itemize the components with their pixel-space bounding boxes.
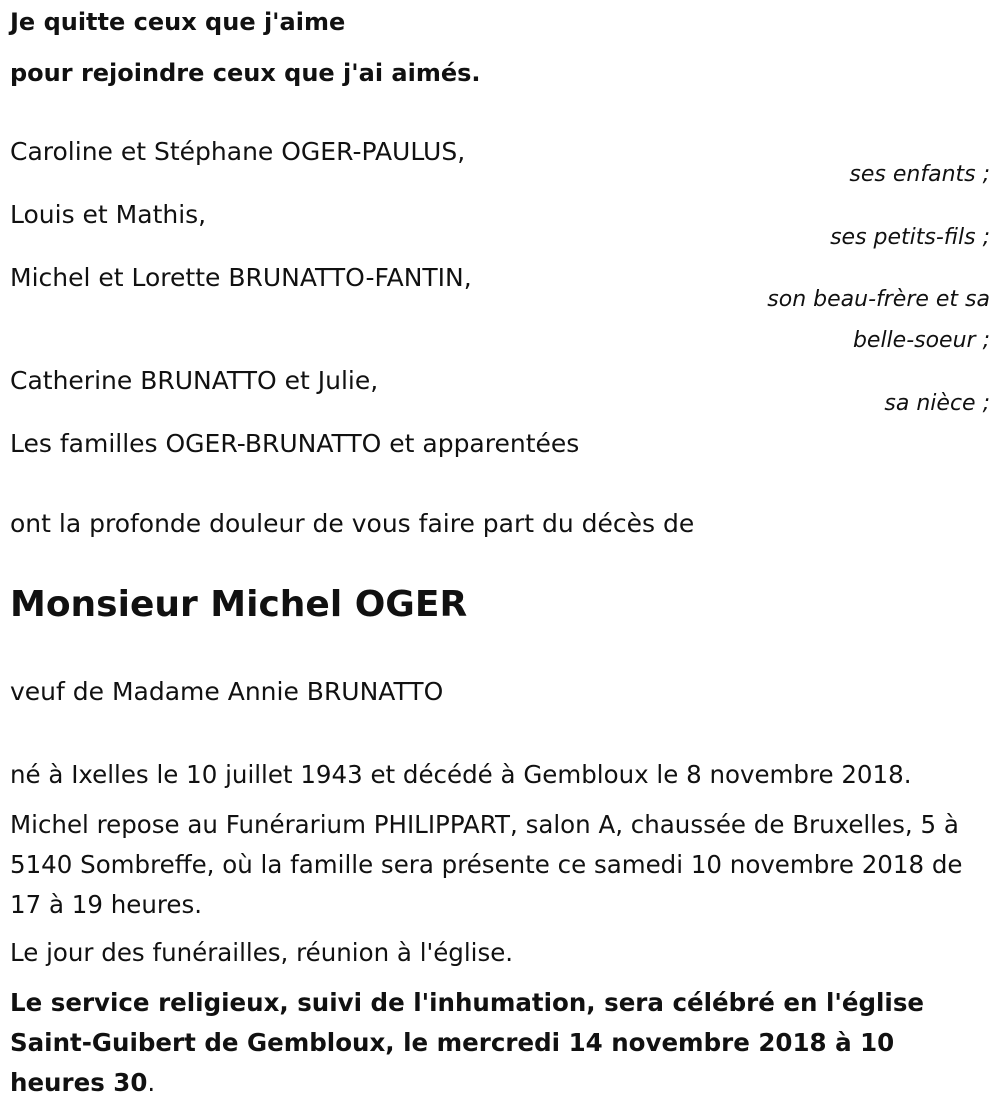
epigraph-line-2: pour rejoindre ceux que j'ai aimés.: [10, 59, 481, 87]
deceased-name: Monsieur Michel OGER: [10, 584, 468, 625]
family-relation-grandsons: ses petits-fils ;: [830, 225, 990, 250]
families-line: Les familles OGER-BRUNATTO et apparentées: [10, 429, 580, 458]
service-details: [10, 983, 995, 1103]
service-period: .: [147, 1068, 156, 1097]
family-names-niece: Catherine BRUNATTO et Julie,: [10, 366, 379, 395]
family-relation-children: ses enfants ;: [849, 162, 990, 187]
announcement: ont la profonde douleur de vous faire part du décès de: [10, 509, 695, 538]
epigraph-line-1: Je quitte ceux que j'aime: [10, 8, 346, 36]
family-relation-in-laws-line-2: belle-soeur ;: [852, 328, 990, 353]
family-names-in-laws: Michel et Lorette BRUNATTO-FANTIN,: [10, 263, 472, 292]
family-relation-niece: sa nièce ;: [884, 391, 990, 416]
family-names-grandsons: Louis et Mathis,: [10, 200, 207, 229]
birth-death-dates: né à Ixelles le 10 juillet 1943 et décédé à Gembloux le 8 novembre 2018.: [10, 760, 912, 789]
church-meeting: Le jour des funérailles, réunion à l'église.: [10, 938, 514, 967]
family-relation-in-laws-line-1: son beau-frère et sa: [767, 287, 990, 312]
family-names-children: Caroline et Stéphane OGER-PAULUS,: [10, 137, 466, 166]
service-text: Le service religieux, suivi de l'inhumation, sera célébré en l'église Saint-Guibert de Gembloux, le mercredi 14 novembre 2018 à 10 heures 30: [10, 988, 925, 1097]
visitation-details: Michel repose au Funérarium PHILIPPART, salon A, chaussée de Bruxelles, 5 à 5140 Sombreffe, où la famille sera présente ce samedi 10 novembre 2018 de 17 à 19 heures.: [10, 810, 963, 919]
widower-line: veuf de Madame Annie BRUNATTO: [10, 677, 444, 706]
